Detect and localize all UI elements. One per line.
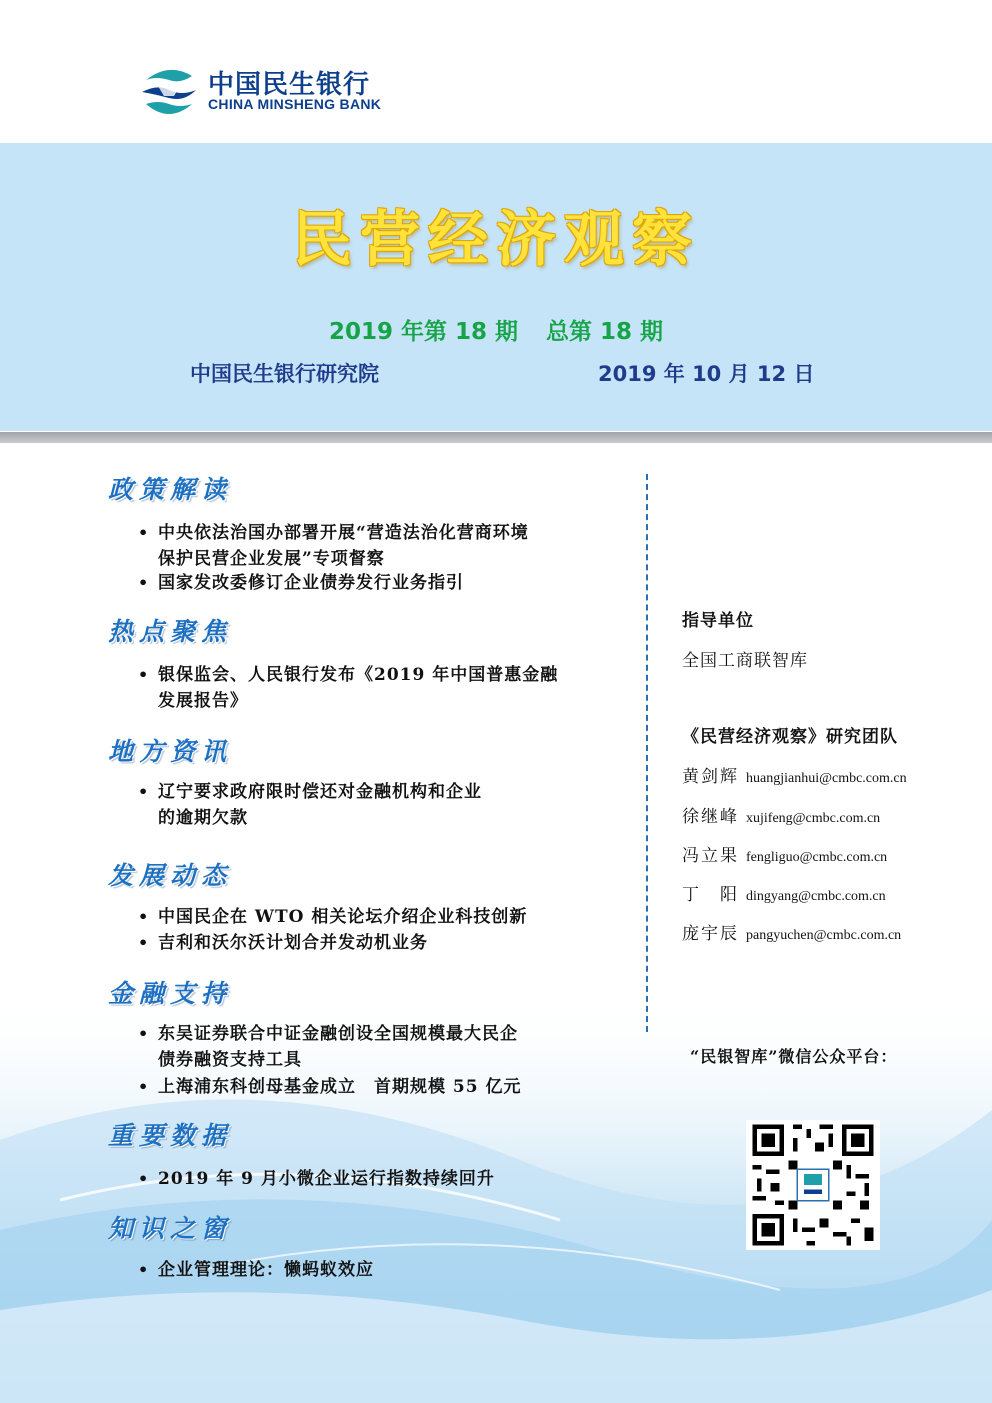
bullet-icon: • (138, 523, 150, 542)
section-heading: 政策解读 (108, 475, 233, 504)
list-item[interactable]: • 东吴证券联合中证金融创设全国规模最大民企 债券融资支持工具 (138, 1021, 518, 1073)
bullet-icon: • (138, 1024, 150, 1043)
member-email[interactable]: xujifeng@cmbc.com.cn (746, 811, 881, 826)
bullet-icon: • (138, 665, 150, 684)
member-name: 黄剑辉 (682, 767, 739, 787)
publisher-org: 中国民生银行研究院 (190, 362, 379, 386)
member-email[interactable]: fengliguo@cmbc.com.cn (746, 850, 888, 865)
guide-org: 全国工商联智库 (682, 651, 808, 671)
bullet-icon: • (138, 1077, 150, 1096)
team-member (682, 880, 886, 905)
publication-title: 民营经济观察 (292, 205, 700, 275)
minsheng-logo-icon (138, 66, 200, 118)
list-item[interactable]: • 中央依法治国办部署开展“营造法治化营商环境 保护民营企业发展”专项督察 (138, 520, 529, 572)
title-banner (0, 143, 992, 431)
list-item[interactable]: • 吉利和沃尔沃计划合并发动机业务 (138, 930, 428, 956)
member-name: 徐继峰 (682, 807, 739, 827)
wechat-label: “民银智库”微信公众平台： (690, 1047, 898, 1066)
section-heading: 发展动态 (108, 861, 233, 890)
logo-chinese-text: 中国民生银行 (208, 70, 371, 100)
wechat-qr-code-icon (746, 1120, 880, 1250)
bullet-icon: • (138, 573, 150, 592)
member-name: 丁 阳 (682, 885, 739, 905)
issue-year-number: 2019 年第 18 期 (328, 319, 518, 345)
bullet-icon: • (138, 907, 150, 926)
team-label: 《民营经济观察》研究团队 (682, 727, 898, 747)
list-item[interactable]: • 中国民企在 WTO 相关论坛介绍企业科技创新 (138, 904, 527, 930)
list-item[interactable]: • 银保监会、人民银行发布《2019 年中国普惠金融 发展报告》 (138, 662, 558, 714)
bullet-icon: • (138, 1169, 150, 1188)
section-heading: 知识之窗 (108, 1214, 233, 1243)
issue-number (0, 313, 992, 346)
column-divider (646, 474, 648, 1032)
list-item[interactable]: • 2019 年 9 月小微企业运行指数持续回升 (138, 1166, 495, 1192)
list-item[interactable]: • 辽宁要求政府限时偿还对金融机构和企业 的逾期欠款 (138, 779, 482, 831)
team-member (682, 841, 887, 866)
team-member (682, 802, 880, 827)
member-email[interactable]: huangjianhui@cmbc.com.cn (746, 771, 907, 786)
bullet-icon: • (138, 933, 150, 952)
team-member (682, 919, 901, 944)
member-name: 庞宇辰 (682, 924, 739, 944)
issue-total-number: 总第 18 期 (546, 319, 664, 345)
bullet-icon: • (138, 782, 150, 801)
member-name: 冯立果 (682, 846, 739, 866)
team-member (682, 762, 907, 787)
section-heading: 金融支持 (108, 979, 233, 1008)
list-item[interactable]: • 企业管理理论：懒蚂蚁效应 (138, 1257, 374, 1283)
bank-logo (138, 62, 438, 122)
section-heading: 热点聚焦 (108, 617, 233, 646)
logo-english-text: CHINA MINSHENG BANK (208, 96, 382, 112)
list-item[interactable]: • 国家发改委修订企业债券发行业务指引 (138, 570, 464, 596)
member-email[interactable]: pangyuchen@cmbc.com.cn (746, 928, 902, 943)
bullet-icon: • (138, 1260, 150, 1279)
section-heading: 重要数据 (108, 1121, 233, 1150)
guide-label: 指导单位 (682, 611, 754, 631)
publish-date: 2019 年 10 月 12 日 (598, 362, 815, 386)
member-email[interactable]: dingyang@cmbc.com.cn (746, 889, 886, 904)
list-item[interactable]: • 上海浦东科创母基金成立 首期规模 55 亿元 (138, 1074, 522, 1100)
section-heading: 地方资讯 (108, 737, 233, 766)
banner-bottom-bar (0, 432, 992, 443)
